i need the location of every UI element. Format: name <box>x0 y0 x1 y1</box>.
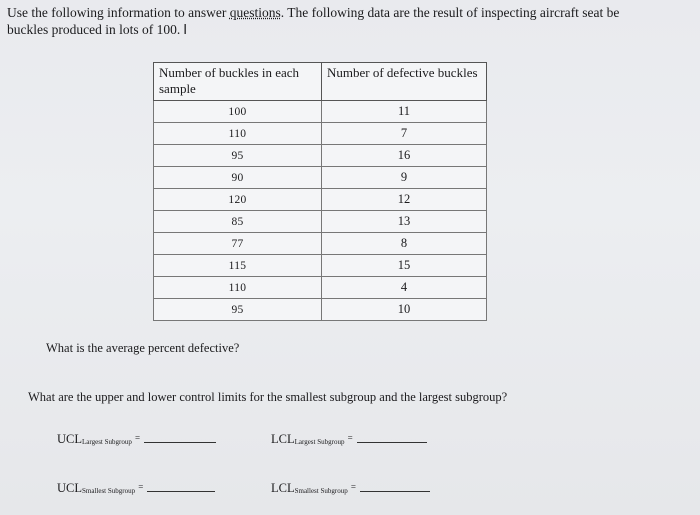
defective-cell: 7 <box>322 123 487 145</box>
defective-cell: 10 <box>322 299 487 321</box>
lcl-largest-subgroup: $LCL_{Largest Subgroup}$ = <box>271 432 427 447</box>
table-row <box>154 211 487 233</box>
sample-size-cell: 115 <box>154 255 322 277</box>
sample-size-cell: 77 <box>154 233 322 255</box>
ucl-smallest-answer-blank[interactable] <box>147 481 215 492</box>
header-sample-size: Number of buckles in each sample <box>154 63 322 101</box>
defective-cell: 12 <box>322 189 487 211</box>
ucl-largest-answer-blank[interactable] <box>144 432 216 443</box>
ucl-smallest-subgroup: $UCL_{Smallest Subgroup}$ = <box>57 481 215 496</box>
defective-cell: 4 <box>322 277 487 299</box>
questions-link[interactable]: questions <box>229 5 281 20</box>
table-row <box>154 101 487 123</box>
lcl-smallest-subgroup: $LCL_{Smallest Subgroup}$ = <box>271 481 430 496</box>
question-control-limits: What are the upper and lower control limits for the smallest subgroup and the largest subgroup? <box>28 390 508 404</box>
instructions-line-1: Use the following information to answer questions. The following data are the result of inspecting aircraft seat be <box>7 5 620 20</box>
defective-cell: 13 <box>322 211 487 233</box>
instructions-text <box>7 4 700 39</box>
defective-cell: 9 <box>322 167 487 189</box>
defective-cell: 15 <box>322 255 487 277</box>
lcl-smallest-answer-blank[interactable] <box>360 481 430 492</box>
instructions-line-2: buckles produced in lots of 100. I <box>7 22 188 38</box>
table-row <box>154 255 487 277</box>
table-row <box>154 233 487 255</box>
sample-size-cell: 110 <box>154 123 322 145</box>
table-row <box>154 167 487 189</box>
table-row <box>154 299 487 321</box>
sample-size-cell: 100 <box>154 101 322 123</box>
sample-size-cell: 95 <box>154 299 322 321</box>
table-row <box>154 277 487 299</box>
lcl-largest-answer-blank[interactable] <box>357 432 427 443</box>
ucl-largest-subgroup: $UCL_{Largest Subgroup}$ = <box>57 432 216 447</box>
question-average-percent-defective: What is the average percent defective? <box>46 341 240 355</box>
header-defective: Number of defective buckles <box>322 63 487 101</box>
defective-cell: 16 <box>322 145 487 167</box>
table-header-row <box>154 63 487 101</box>
table-row <box>154 123 487 145</box>
sample-size-cell: 95 <box>154 145 322 167</box>
defective-cell: 8 <box>322 233 487 255</box>
sample-size-cell: 85 <box>154 211 322 233</box>
sample-size-cell: 110 <box>154 277 322 299</box>
sample-size-cell: 90 <box>154 167 322 189</box>
sample-size-cell: 120 <box>154 189 322 211</box>
table-row <box>154 145 487 167</box>
table-row <box>154 189 487 211</box>
buckle-data-table <box>153 62 487 321</box>
text-cursor-icon: I <box>183 23 188 38</box>
defective-cell: 11 <box>322 101 487 123</box>
